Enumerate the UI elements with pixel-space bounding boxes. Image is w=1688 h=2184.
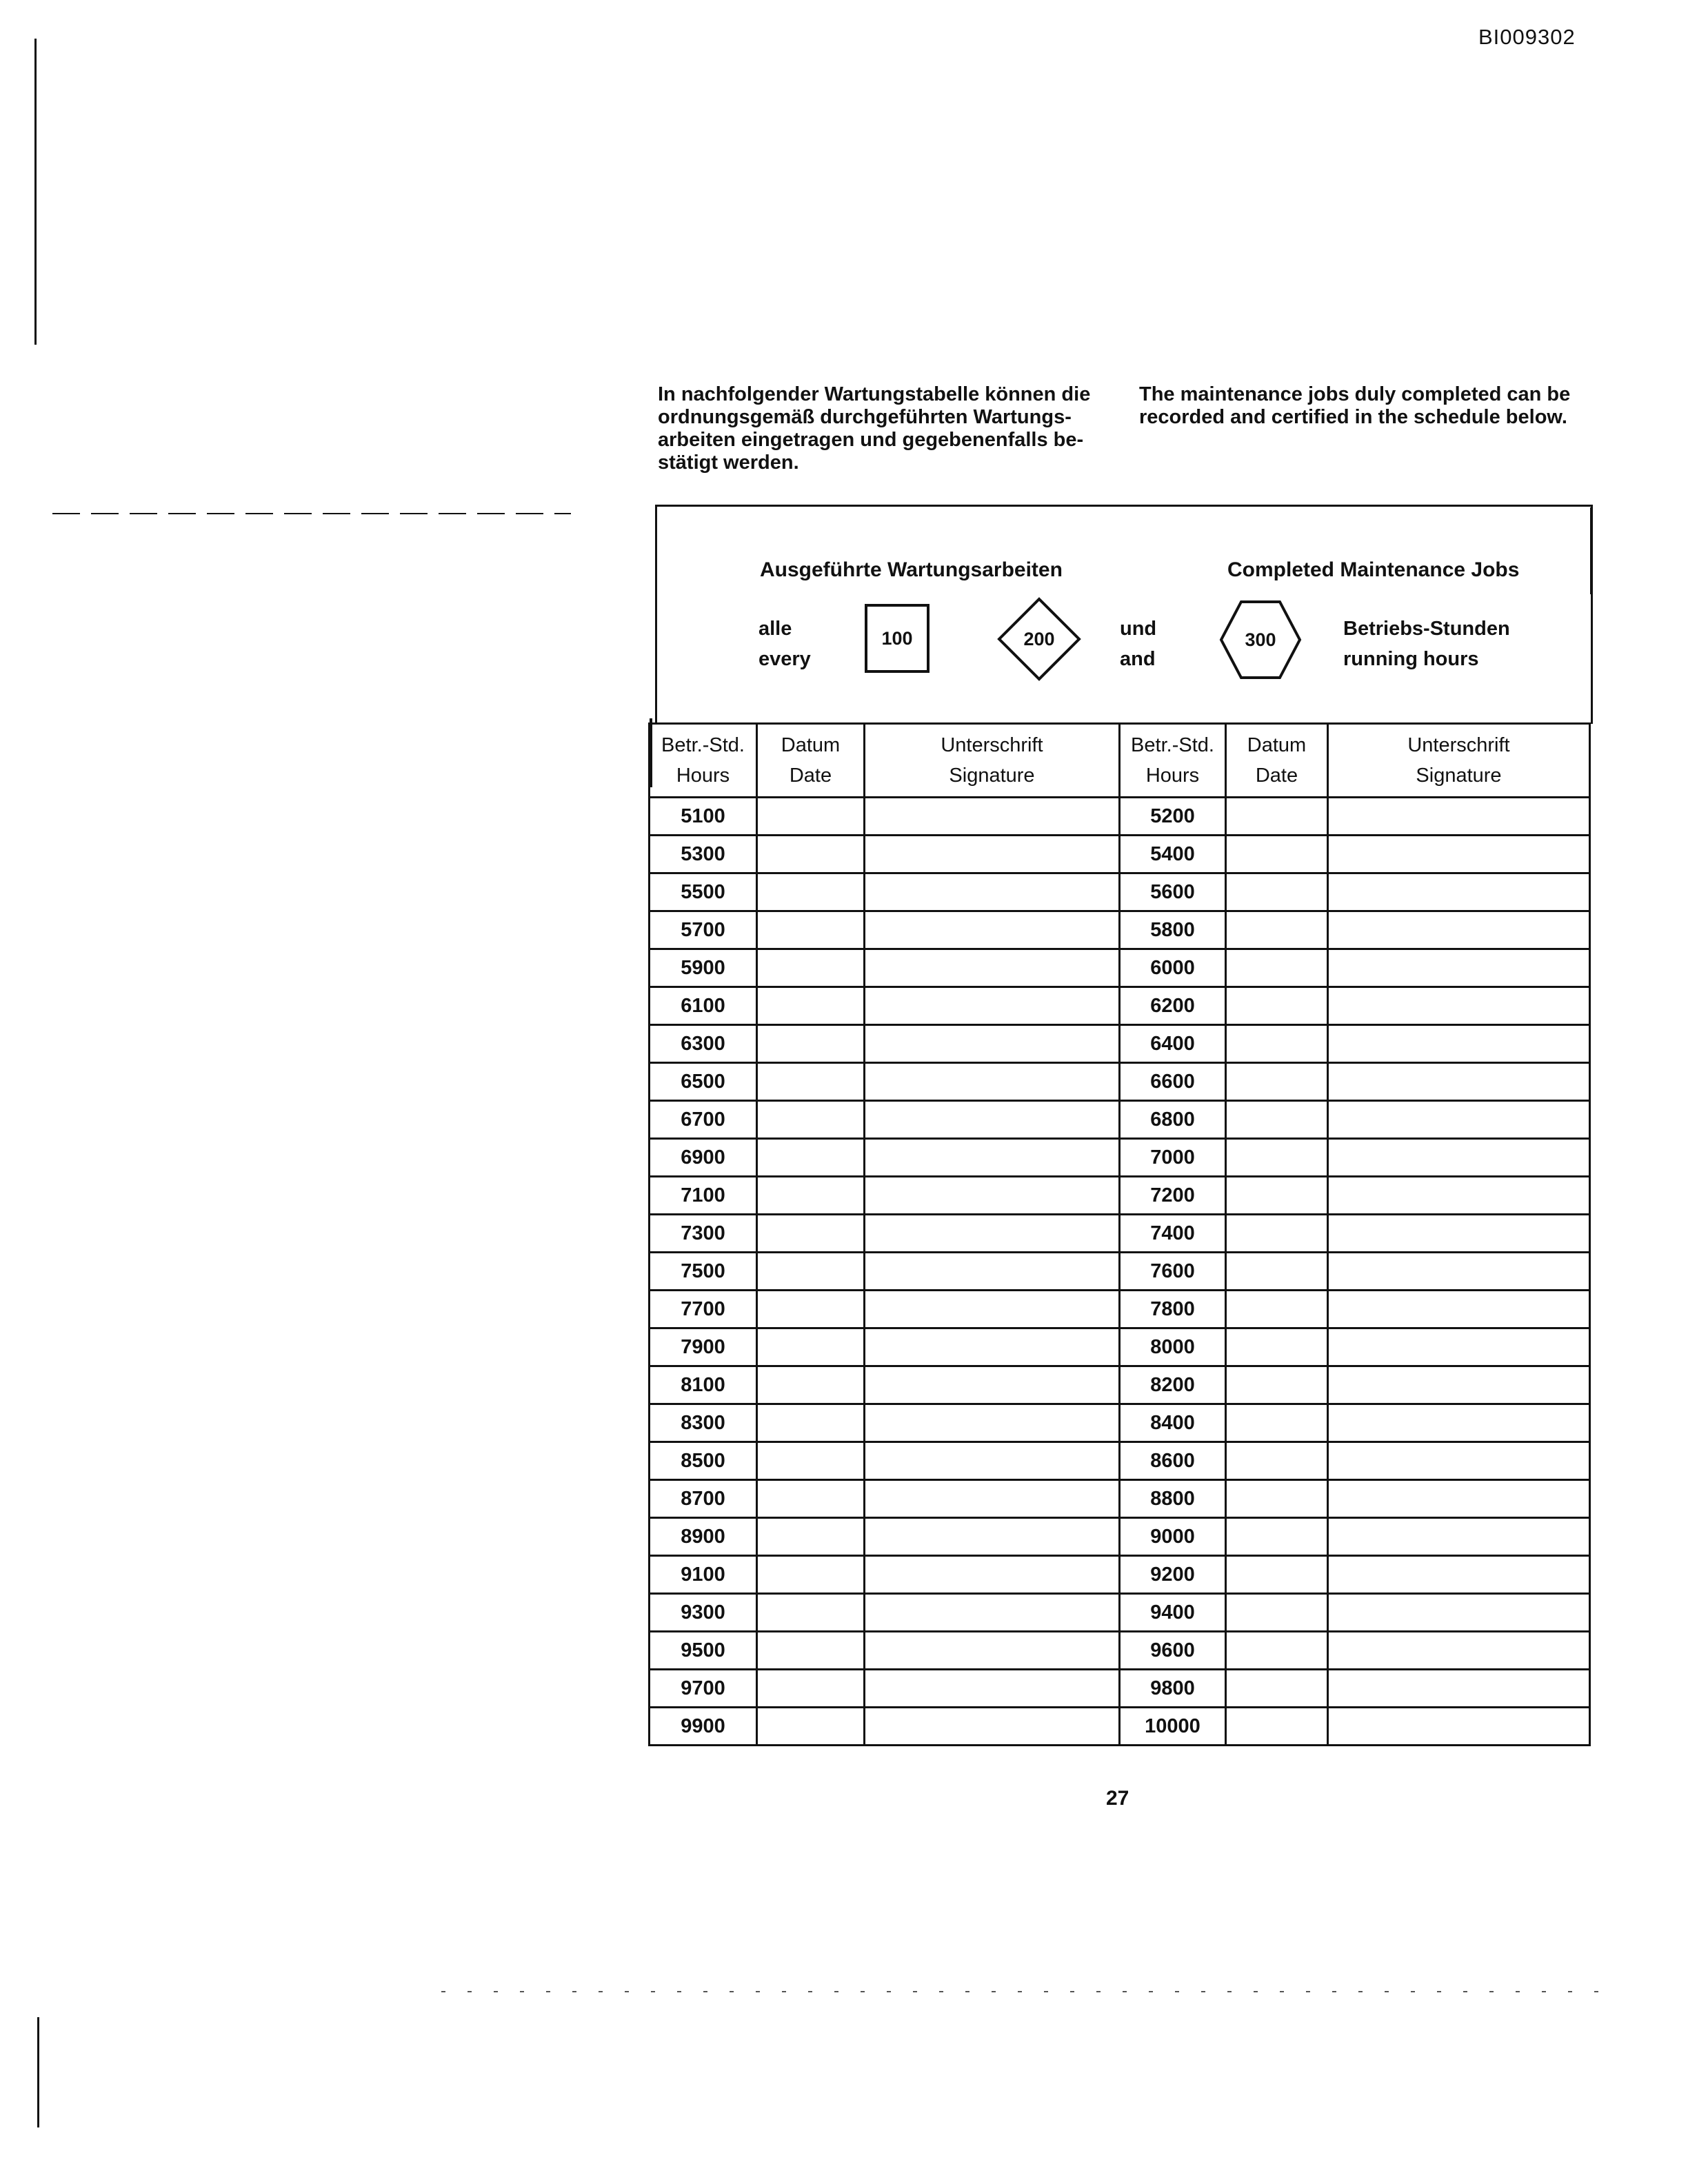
hours-cell-right: 7200	[1120, 1177, 1226, 1215]
hours-cell-right: 9600	[1120, 1632, 1226, 1670]
signature-cell-left[interactable]	[865, 1442, 1120, 1480]
hours-cell-right: 5800	[1120, 911, 1226, 949]
hours-cell-right: 10000	[1120, 1708, 1226, 1746]
hours-cell-left: 9100	[650, 1556, 757, 1594]
date-cell-left[interactable]	[757, 1177, 865, 1215]
maintenance-log-table	[648, 722, 1591, 1746]
signature-cell-left[interactable]	[865, 1215, 1120, 1253]
hours-cell-left: 5900	[650, 949, 757, 987]
intro-de-line: stätigt werden.	[658, 452, 799, 474]
hours-cell-left: 7100	[650, 1177, 757, 1215]
table-row	[650, 1518, 1590, 1556]
signature-cell-right[interactable]	[1328, 1215, 1590, 1253]
page-number: 27	[1106, 1787, 1129, 1810]
hours-cell-right: 5400	[1120, 836, 1226, 873]
table-header-row	[650, 724, 1590, 798]
date-cell-left[interactable]	[757, 1215, 865, 1253]
date-cell-left[interactable]	[757, 1442, 865, 1480]
signature-cell-right[interactable]	[1328, 1708, 1590, 1746]
hours-cell-left: 5500	[650, 873, 757, 911]
date-cell-left[interactable]	[757, 987, 865, 1025]
signature-cell-left[interactable]	[865, 1632, 1120, 1670]
table-row	[650, 1556, 1590, 1594]
table-row	[650, 1670, 1590, 1708]
date-cell-left[interactable]	[757, 911, 865, 949]
date-cell-left[interactable]	[757, 1291, 865, 1328]
hours-cell-right: 6400	[1120, 1025, 1226, 1063]
signature-cell-right[interactable]	[1328, 1366, 1590, 1404]
hours-cell-right: 6600	[1120, 1063, 1226, 1101]
date-cell-left[interactable]	[757, 1708, 865, 1746]
signature-cell-left[interactable]	[865, 1670, 1120, 1708]
date-cell-left[interactable]	[757, 1670, 865, 1708]
date-cell-left[interactable]	[757, 1518, 865, 1556]
date-cell-left[interactable]	[757, 1139, 865, 1177]
date-cell-right[interactable]	[1226, 1291, 1328, 1328]
hours-cell-right: 7800	[1120, 1291, 1226, 1328]
date-cell-right[interactable]	[1226, 1708, 1328, 1746]
hours-cell-left: 8900	[650, 1518, 757, 1556]
hours-cell-left: 7300	[650, 1215, 757, 1253]
date-cell-right[interactable]	[1226, 1518, 1328, 1556]
running-hours-en: running hours	[1343, 648, 1479, 670]
date-cell-right[interactable]	[1226, 1101, 1328, 1139]
signature-cell-left[interactable]	[865, 1063, 1120, 1101]
hours-cell-left: 5700	[650, 911, 757, 949]
signature-cell-right[interactable]	[1328, 1518, 1590, 1556]
hours-cell-left: 7500	[650, 1253, 757, 1291]
hours-cell-left: 9900	[650, 1708, 757, 1746]
intro-en-line: The maintenance jobs duly completed can be	[1139, 383, 1571, 405]
signature-cell-right[interactable]	[1328, 1253, 1590, 1291]
hours-cell-left: 6100	[650, 987, 757, 1025]
date-cell-left[interactable]	[757, 1063, 865, 1101]
hours-cell-right: 9400	[1120, 1594, 1226, 1632]
signature-cell-left[interactable]	[865, 1366, 1120, 1404]
hours-cell-right: 6000	[1120, 949, 1226, 987]
signature-cell-right[interactable]	[1328, 949, 1590, 987]
date-cell-left[interactable]	[757, 798, 865, 836]
column-header-signature: Unterschrift Signature	[865, 724, 1120, 798]
table-row	[650, 1215, 1590, 1253]
signature-cell-left[interactable]	[865, 1101, 1120, 1139]
date-cell-right[interactable]	[1226, 1177, 1328, 1215]
date-cell-right[interactable]	[1226, 987, 1328, 1025]
table-row	[650, 1177, 1590, 1215]
hours-cell-right: 7400	[1120, 1215, 1226, 1253]
hours-cell-right: 5600	[1120, 873, 1226, 911]
every-label	[758, 614, 811, 674]
hours-cell-left: 8300	[650, 1404, 757, 1442]
column-header-hours: Betr.-Std. Hours	[1120, 724, 1226, 798]
table-row	[650, 873, 1590, 911]
date-cell-right[interactable]	[1226, 1670, 1328, 1708]
every-label-en: every	[758, 648, 811, 670]
hours-cell-left: 9300	[650, 1594, 757, 1632]
hours-cell-right: 6200	[1120, 987, 1226, 1025]
date-cell-right[interactable]	[1226, 1215, 1328, 1253]
date-cell-right[interactable]	[1226, 1139, 1328, 1177]
date-cell-right[interactable]	[1226, 1328, 1328, 1366]
signature-cell-left[interactable]	[865, 1708, 1120, 1746]
maintenance-log-body	[650, 798, 1590, 1746]
date-cell-right[interactable]	[1226, 1253, 1328, 1291]
table-row	[650, 836, 1590, 873]
date-cell-right[interactable]	[1226, 911, 1328, 949]
signature-cell-right[interactable]	[1328, 1139, 1590, 1177]
signature-cell-right[interactable]	[1328, 798, 1590, 836]
date-cell-left[interactable]	[757, 1632, 865, 1670]
date-cell-left[interactable]	[757, 1366, 865, 1404]
signature-cell-left[interactable]	[865, 873, 1120, 911]
date-cell-left[interactable]	[757, 873, 865, 911]
hours-cell-left: 7900	[650, 1328, 757, 1366]
date-cell-left[interactable]	[757, 1594, 865, 1632]
signature-cell-right[interactable]	[1328, 1025, 1590, 1063]
signature-cell-right[interactable]	[1328, 1670, 1590, 1708]
signature-cell-left[interactable]	[865, 987, 1120, 1025]
running-hours-de: Betriebs-Stunden	[1343, 618, 1510, 640]
signature-cell-right[interactable]	[1328, 1177, 1590, 1215]
table-row	[650, 1063, 1590, 1101]
column-header-date: Datum Date	[757, 724, 865, 798]
signature-cell-left[interactable]	[865, 1518, 1120, 1556]
table-row	[650, 911, 1590, 949]
intro-de-line: ordnungsgemäß durchgeführten Wartungs-	[658, 406, 1072, 428]
interval-square-label: 100	[881, 627, 913, 649]
signature-cell-left[interactable]	[865, 1291, 1120, 1328]
signature-cell-left[interactable]	[865, 1177, 1120, 1215]
date-cell-left[interactable]	[757, 1480, 865, 1518]
date-cell-right[interactable]	[1226, 1556, 1328, 1594]
date-cell-right[interactable]	[1226, 1063, 1328, 1101]
hours-cell-right: 7600	[1120, 1253, 1226, 1291]
signature-cell-right[interactable]	[1328, 1404, 1590, 1442]
signature-cell-right[interactable]	[1328, 1063, 1590, 1101]
table-row	[650, 798, 1590, 836]
hours-cell-right: 9200	[1120, 1556, 1226, 1594]
signature-cell-left[interactable]	[865, 911, 1120, 949]
table-row	[650, 1291, 1590, 1328]
hours-cell-right: 8800	[1120, 1480, 1226, 1518]
schedule-title-english: Completed Maintenance Jobs	[1227, 558, 1520, 581]
signature-cell-right[interactable]	[1328, 873, 1590, 911]
signature-cell-right[interactable]	[1328, 911, 1590, 949]
signature-cell-left[interactable]	[865, 1328, 1120, 1366]
intro-de-line: In nachfolgender Wartungstabelle können die	[658, 383, 1091, 405]
intro-text-german	[658, 383, 1107, 474]
hours-cell-left: 6500	[650, 1063, 757, 1101]
table-row	[650, 1101, 1590, 1139]
table-row	[650, 1632, 1590, 1670]
date-cell-left[interactable]	[757, 1328, 865, 1366]
hours-cell-left: 8100	[650, 1366, 757, 1404]
document-id: BI009302	[1478, 25, 1576, 49]
signature-cell-left[interactable]	[865, 1594, 1120, 1632]
signature-cell-right[interactable]	[1328, 987, 1590, 1025]
signature-cell-left[interactable]	[865, 798, 1120, 836]
signature-cell-right[interactable]	[1328, 1556, 1590, 1594]
date-cell-right[interactable]	[1226, 949, 1328, 987]
date-cell-right[interactable]	[1226, 1366, 1328, 1404]
hours-cell-left: 6300	[650, 1025, 757, 1063]
date-cell-right[interactable]	[1226, 1442, 1328, 1480]
hours-cell-left: 7700	[650, 1291, 757, 1328]
signature-cell-right[interactable]	[1328, 1101, 1590, 1139]
date-cell-left[interactable]	[757, 1556, 865, 1594]
signature-cell-right[interactable]	[1328, 836, 1590, 873]
hours-cell-right: 9000	[1120, 1518, 1226, 1556]
intro-text-english	[1139, 383, 1598, 429]
date-cell-right[interactable]	[1226, 798, 1328, 836]
table-row	[650, 1480, 1590, 1518]
hours-cell-right: 8400	[1120, 1404, 1226, 1442]
hours-cell-right: 8600	[1120, 1442, 1226, 1480]
hours-cell-left: 5100	[650, 798, 757, 836]
schedule-title-german: Ausgeführte Wartungsarbeiten	[760, 558, 1063, 581]
date-cell-right[interactable]	[1226, 873, 1328, 911]
signature-cell-left[interactable]	[865, 1253, 1120, 1291]
signature-cell-left[interactable]	[865, 1025, 1120, 1063]
column-header-date: Datum Date	[1226, 724, 1328, 798]
and-label-de: und	[1120, 618, 1157, 640]
date-cell-right[interactable]	[1226, 1404, 1328, 1442]
table-row	[650, 1708, 1590, 1746]
signature-cell-right[interactable]	[1328, 1442, 1590, 1480]
date-cell-right[interactable]	[1226, 836, 1328, 873]
table-row	[650, 987, 1590, 1025]
signature-cell-right[interactable]	[1328, 1328, 1590, 1366]
signature-cell-right[interactable]	[1328, 1480, 1590, 1518]
signature-cell-left[interactable]	[865, 949, 1120, 987]
hours-cell-left: 8500	[650, 1442, 757, 1480]
table-row	[650, 1594, 1590, 1632]
table-row	[650, 949, 1590, 987]
date-cell-left[interactable]	[757, 1404, 865, 1442]
date-cell-left[interactable]	[757, 1253, 865, 1291]
and-label	[1120, 614, 1156, 674]
table-row	[650, 1253, 1590, 1291]
signature-cell-left[interactable]	[865, 836, 1120, 873]
signature-cell-right[interactable]	[1328, 1632, 1590, 1670]
signature-cell-left[interactable]	[865, 1139, 1120, 1177]
table-row	[650, 1366, 1590, 1404]
date-cell-left[interactable]	[757, 1025, 865, 1063]
date-cell-left[interactable]	[757, 949, 865, 987]
column-header-signature: Unterschrift Signature	[1328, 724, 1590, 798]
every-label-de: alle	[758, 618, 792, 640]
hours-cell-right: 8000	[1120, 1328, 1226, 1366]
hours-cell-right: 9800	[1120, 1670, 1226, 1708]
signature-cell-right[interactable]	[1328, 1594, 1590, 1632]
running-hours-label	[1343, 614, 1510, 674]
hours-cell-right: 7000	[1120, 1139, 1226, 1177]
table-row	[650, 1328, 1590, 1366]
date-cell-right[interactable]	[1226, 1594, 1328, 1632]
hours-cell-right: 6800	[1120, 1101, 1226, 1139]
table-row	[650, 1404, 1590, 1442]
hours-cell-left: 6900	[650, 1139, 757, 1177]
hours-cell-left: 6700	[650, 1101, 757, 1139]
intro-de-line: arbeiten eingetragen und gegebenenfalls be-	[658, 429, 1084, 451]
date-cell-left[interactable]	[757, 1101, 865, 1139]
hours-cell-left: 9700	[650, 1670, 757, 1708]
date-cell-right[interactable]	[1226, 1480, 1328, 1518]
scan-dashed-rule	[52, 513, 571, 514]
column-header-hours: Betr.-Std. Hours	[650, 724, 757, 798]
intro-en-line: recorded and certified in the schedule below.	[1139, 406, 1567, 428]
table-row	[650, 1139, 1590, 1177]
hours-cell-left: 5300	[650, 836, 757, 873]
scan-margin-line	[34, 39, 37, 345]
signature-cell-left[interactable]	[865, 1556, 1120, 1594]
scan-margin-line	[37, 2017, 39, 2127]
table-row	[650, 1025, 1590, 1063]
scan-dotted-rule	[441, 1991, 1614, 1992]
interval-hexagon-label: 300	[1245, 629, 1276, 650]
hours-cell-right: 5200	[1120, 798, 1226, 836]
signature-cell-right[interactable]	[1328, 1291, 1590, 1328]
table-row	[650, 1442, 1590, 1480]
and-label-en: and	[1120, 648, 1156, 670]
hours-cell-left: 9500	[650, 1632, 757, 1670]
date-cell-left[interactable]	[757, 836, 865, 873]
hours-cell-left: 8700	[650, 1480, 757, 1518]
date-cell-right[interactable]	[1226, 1025, 1328, 1063]
hours-cell-right: 8200	[1120, 1366, 1226, 1404]
signature-cell-left[interactable]	[865, 1404, 1120, 1442]
signature-cell-left[interactable]	[865, 1480, 1120, 1518]
interval-diamond-label: 200	[1023, 628, 1055, 649]
date-cell-right[interactable]	[1226, 1632, 1328, 1670]
